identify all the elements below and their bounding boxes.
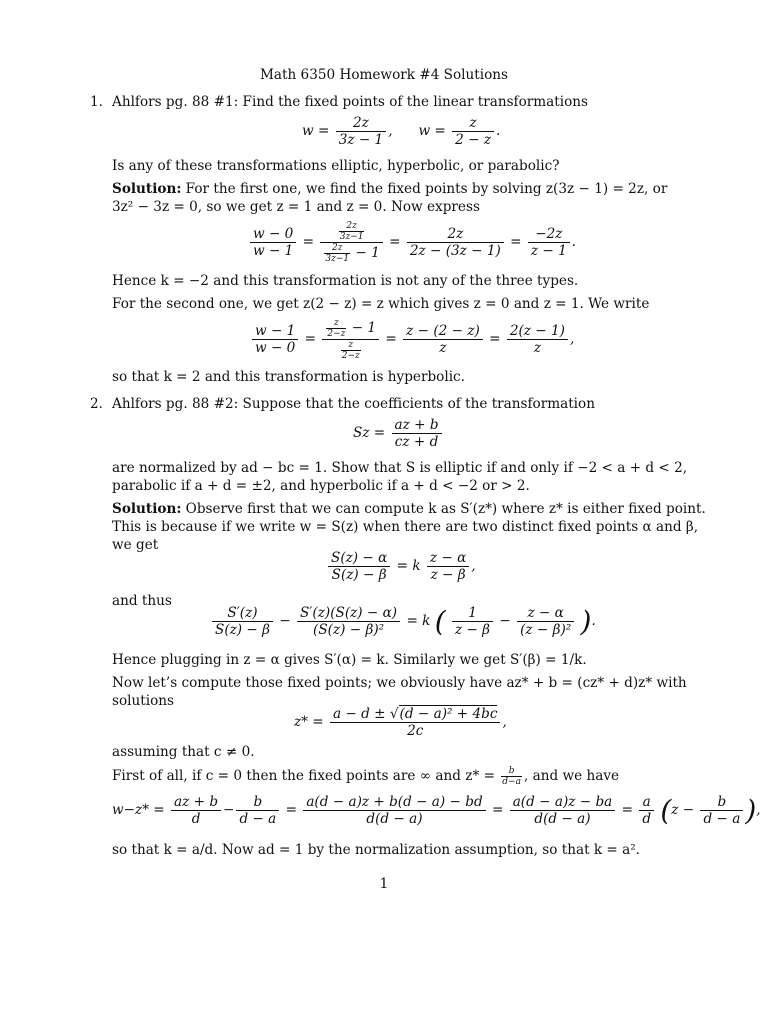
problem-1-second-intro: For the second one, we get z(2 − z) = z which gives z = 0 and z = 1. We write	[112, 296, 650, 312]
problem-1-hence-k: Hence k = −2 and this transformation is not any of the three types.	[112, 273, 579, 289]
problem-1-transformations: w = $\frac{2z}{3z - 1}$ , w = $\frac{z}{2 - z}$ .	[302, 115, 501, 148]
problem-2-plugging: Hence plugging in z = α gives S′(α) = k. Similarly we get S′(β) = 1/k.	[112, 652, 587, 668]
problem-2-compute-line-2: solutions	[112, 693, 174, 709]
solution-label: Solution:	[112, 181, 182, 197]
problem-2-first-of-all: First of all, if c = 0 then the fixed points are ∞ and z* = $\frac{b}{d-a}$ , and we have	[112, 766, 620, 787]
problem-1-solution-line-2: 3z² − 3z = 0, so we get z = 1 and z = 0. Now express	[112, 199, 480, 215]
problem-2-assuming: assuming that c ≠ 0.	[112, 744, 255, 760]
solution-label: Solution:	[112, 501, 182, 517]
problem-2-prompt: Ahlfors pg. 88 #2: Suppose that the coefficients of the transformation	[112, 396, 595, 412]
problem-1-prompt: Ahlfors pg. 88 #1: Find the fixed points of the linear transformations	[112, 94, 588, 110]
problem-2-solution-line-1: Solution: Observe first that we can compute k as S′(z*) where z* is either fixed point.	[112, 501, 706, 517]
equation-second-ratio: $\frac{w - 1}{w - 0}$ = $\frac{z}{2-z}$ − 1 $\frac{z}{2-z}$ = $\frac{z - (2 - z)}{z}$ = $\frac{2(z - 1)}{z}$ ,	[250, 318, 574, 361]
page-number: 1	[379, 876, 389, 892]
problem-2-so-that: so that k = a/d. Now ad = 1 by the normalization assumption, so that k = a².	[112, 842, 641, 858]
problem-1-so-k: so that k = 2 and this transformation is hyperbolic.	[112, 369, 465, 385]
problem-1-question: Is any of these transformations elliptic, hyperbolic, or parabolic?	[112, 158, 560, 174]
problem-2-solution-line-2: This is because if we write w = S(z) when there are two distinct fixed points α and β,	[112, 519, 699, 535]
problem-2-number: 2.	[90, 396, 103, 412]
equation-s-transformation: Sz = $\frac{az + b}{cz + d}$	[353, 417, 444, 450]
page-title: Math 6350 Homework #4 Solutions	[259, 67, 508, 83]
problem-2-normalized-line-2: parabolic if a + d = ±2, and hyperbolic if a + d < −2 or > 2.	[112, 478, 530, 494]
equation-derivative: $\frac{S'(z)}{S(z) - \beta}$ − $\frac{S'(z)(S(z) - \alpha)}{\text{(S(z) − β)²}}$ = k ( $\frac{1}{z - \beta}$ − $\frac{z - \alpha}{\text{(z − β)²}}$ ).	[210, 605, 596, 638]
equation-fixed-point-ratio: $\frac{S(z) - \alpha}{S(z) - \beta}$ = k $\frac{z - \alpha}{z - \beta}$ ,	[326, 550, 476, 583]
problem-1-number: 1.	[90, 94, 103, 110]
problem-2-and-thus: and thus	[112, 593, 172, 609]
problem-2-normalized-line-1: are normalized by ad − bc = 1. Show that S is elliptic if and only if −2 < a + d < 2,	[112, 460, 688, 476]
problem-1-solution-line-1: Solution: For the first one, we find the fixed points by solving z(3z − 1) = 2z, or	[112, 181, 668, 197]
problem-2-solution-line-3: we get	[112, 537, 159, 553]
equation-first-ratio: $\frac{w - 0}{w - 1}$ = $\frac{2z}{3z-1}$ $\frac{2z}{3z-1}$ − 1 = $\frac{2z}{2z - (3z - 1)}$ = $\frac{-2z}{z - 1}$ .	[248, 221, 576, 264]
equation-w-minus-z: w−z* = $\frac{az + b}{d}$ − $\frac{b}{d - a}$ = $\frac{a(d - a)z + b(d - a) - bd}{d(d - a)}$ = $\frac{a(d - a)z - ba}{d(d - a)}$ = $\frac{a}{d}$ (z − $\frac{b}{d - a}$ ),	[112, 794, 761, 827]
problem-2-compute-line-1: Now let’s compute those fixed points; we obviously have az* + b = (cz* + d)z* with	[112, 675, 687, 691]
equation-fixed-points: z* = $\frac{\text{a − d ± √(d − a)² + 4bc}}{2c}$ ,	[294, 706, 507, 739]
